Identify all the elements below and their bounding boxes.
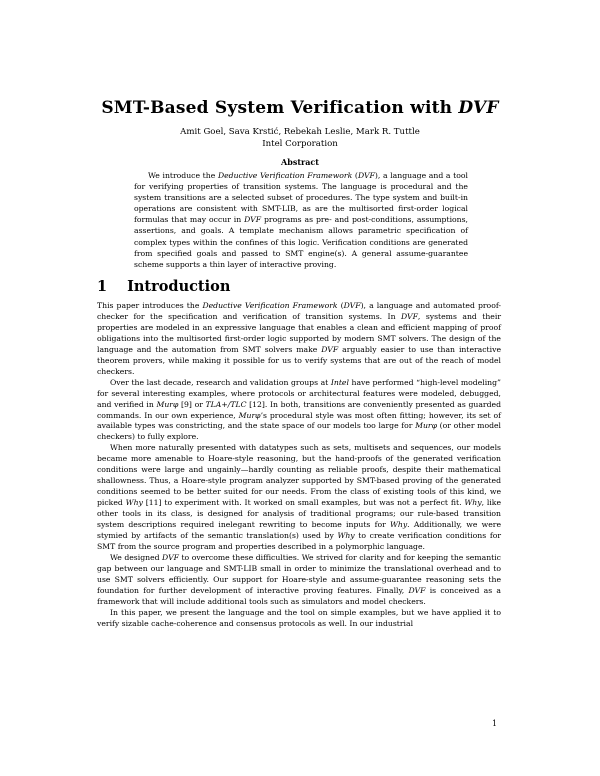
abstract-text: We introduce the Deductive Verification Framework (DVF), a language and a tool for verifying properties of transition systems. The language is procedural and the system transitions are a selected subset of procedures. The type system and built-in operations are consistent with SMT-LIB, as are the multisorted first-order logical formulas that may occur in DVF programs as pre- and post-conditions, assumptions, assertions, and goals. A template mechanism allows parametric specification of complex types within the confines of this logic. Verification conditions are generated from specified goals and passed to SMT engine(s). A general assume-guarantee scheme supports a thin layer of interactive proving. — [134, 171, 468, 269]
page-number: 1 — [492, 719, 498, 728]
paragraph-5: In this paper, we present the language and the tool on simple examples, but we have applied it to verify sizable cache-coherence and consensus protocols as well. In our industrial — [97, 607, 501, 628]
paragraph-2: Over the last decade, research and validation groups at Intel have performed “high-level modeling” for several interesting examples, where protocols or architectural features were modeled, debugged, and verified in Murφ [9] or TLA+/TLC [12]. In both, transitions are conveniently presented as guarded commands. In our own experience, Murφ’s procedural style was most often fitting; however, its set of available types was constricting, and the state space of our models too large for Murφ (or other model checkers) to fully explore. — [97, 377, 502, 442]
section-title: Introduction — [127, 278, 231, 295]
affiliation: Intel Corporation — [262, 139, 338, 149]
section-number: 1 — [97, 278, 108, 295]
paragraph-4: We designed DVF to overcome these difficulties. We strived for clarity and for keeping the semantic gap between our language and SMT-LIB small in order to minimize the translational overhead and to use SMT solvers efficiently. Our support for Hoare-style and assume-guarantee reasoning sets the foundation for further development of interactive proving features. Finally, DVF is conceived as a framework that will include additional tools such as simulators and model checkers. — [97, 552, 501, 606]
paragraph-1: This paper introduces the Deductive Verification Framework (DVF), a language and automated proof-checker for the specification and verification of transition systems. In DVF, systems and their properties are modeled in an expressive language that enables a clean and efficient mapping of proof obligations into the multisorted first-order logic supported by modern SMT solvers. The design of the language and the automation from SMT solvers make DVF arguably easier to use than interactive theorem provers, while making it possible for us to verify systems that are out of the reach of model checkers. — [97, 301, 501, 376]
section-heading — [97, 278, 230, 295]
title-main: SMT-Based System Verification with — [101, 98, 459, 118]
author-list: Amit Goel, Sava Krstić, Rebekah Leslie, Mark R. Tuttle — [180, 127, 420, 137]
paragraph-3: When more naturally presented with datatypes such as sets, multisets and sequences, our models became more amenable to Hoare-style reasoning, but the hand-proofs of the generated verification conditions were large and ungainly—hardly counting as reliable proofs, despite their mathematical shallowness. Thus, a Hoare-style program analyzer supported by SMT-based proving of the generated conditions seemed to be better suited for our needs. From the class of existing tools of this kind, we picked Why [11] to experiment with. It worked on small examples, but was not a perfect fit. Why, like other tools in its class, is designed for analysis of traditional programs; our rule-based transition system descriptions required inelegant rewriting to become inputs for Why. Additionally, we were stymied by artifacts of the semantic translation(s) used by Why to create verification conditions for SMT from the source program and properties described in a polymorphic language. — [97, 443, 502, 551]
section-body — [97, 301, 501, 630]
abstract-heading: Abstract — [281, 157, 319, 167]
title-italic: DVF — [458, 98, 499, 118]
paper-title — [0, 98, 600, 118]
